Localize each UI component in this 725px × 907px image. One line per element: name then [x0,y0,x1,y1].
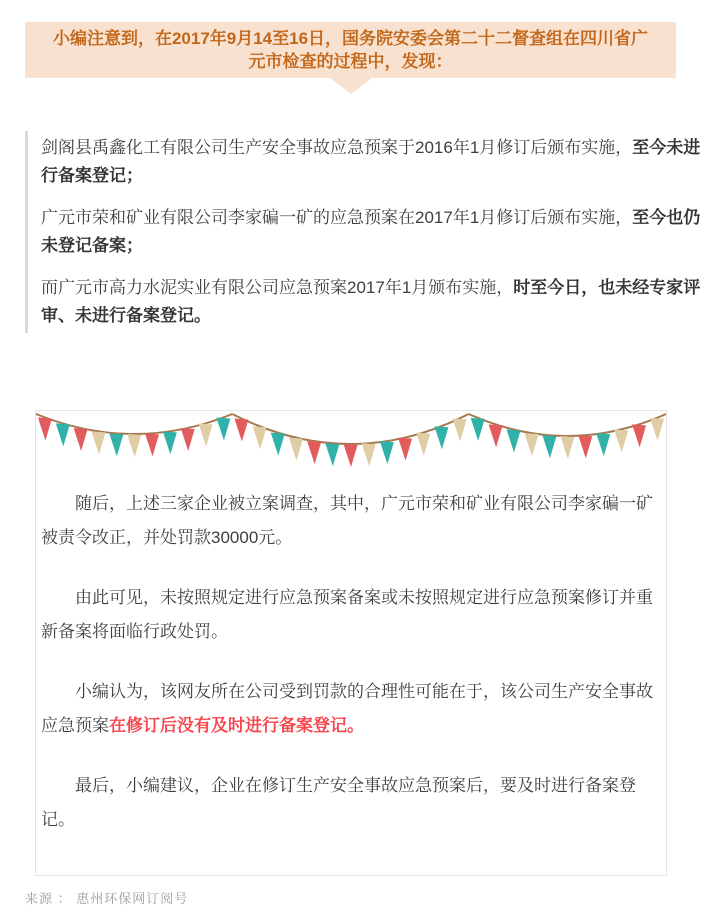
card-paragraph [41,487,661,555]
quote-paragraph [41,134,713,190]
findings-quote [25,131,713,333]
summary-card-content [36,481,666,837]
quote-text: 广元市荣和矿业有限公司李家碥一矿的应急预案在2017年1月修订后颁布实施， [41,208,633,227]
quote-text-bold: 时至今日，也未经专家评审、未进行备案登记。 [41,278,701,325]
card-text: 小编认为，该网友所在公司受到罚款的合理性可能在于，该公司生产安全事故应急预案 [41,682,653,735]
notice-banner-wrap [25,22,676,94]
quote-paragraph [41,274,713,330]
banner-arrow-icon [330,78,372,94]
card-paragraph [41,675,661,743]
card-paragraph [41,581,661,649]
quote-text: 剑阁县禹鑫化工有限公司生产安全事故应急预案于2016年1月修订后颁布实施， [41,138,633,157]
source-text: 来源 ： 惠州环保网订阅号 [25,891,189,906]
article-page [0,22,725,906]
quote-text: 而广元市高力水泥实业有限公司应急预案2017年1月颁布实施， [41,278,514,297]
card-text-highlight: 在修订后没有及时进行备案登记。 [109,716,364,735]
card-text: 最后，小编建议，企业在修订生产安全事故应急预案后，要及时进行备案登记。 [41,776,636,829]
card-text: 由此可见，未按照规定进行应急预案备案或未按照规定进行应急预案修订并重新备案将面临行政处罚。 [41,588,653,641]
card-text: 随后，上述三家企业被立案调查，其中，广元市荣和矿业有限公司李家碥一矿被责令改正，并处罚款30000元。 [41,494,653,547]
quote-paragraph [41,204,713,260]
quote-text-bold: 至今未进行备案登记； [41,138,701,185]
summary-card [35,410,667,876]
card-paragraph [41,769,661,837]
quote-text-bold: 至今也仍未登记备案； [41,208,701,255]
bunting-decoration [36,411,666,481]
source-attribution [25,888,725,907]
notice-banner: 小编注意到，在2017年9月14至16日，国务院安委会第二十二督查组在四川省广元市检查的过程中，发现： [25,22,676,78]
